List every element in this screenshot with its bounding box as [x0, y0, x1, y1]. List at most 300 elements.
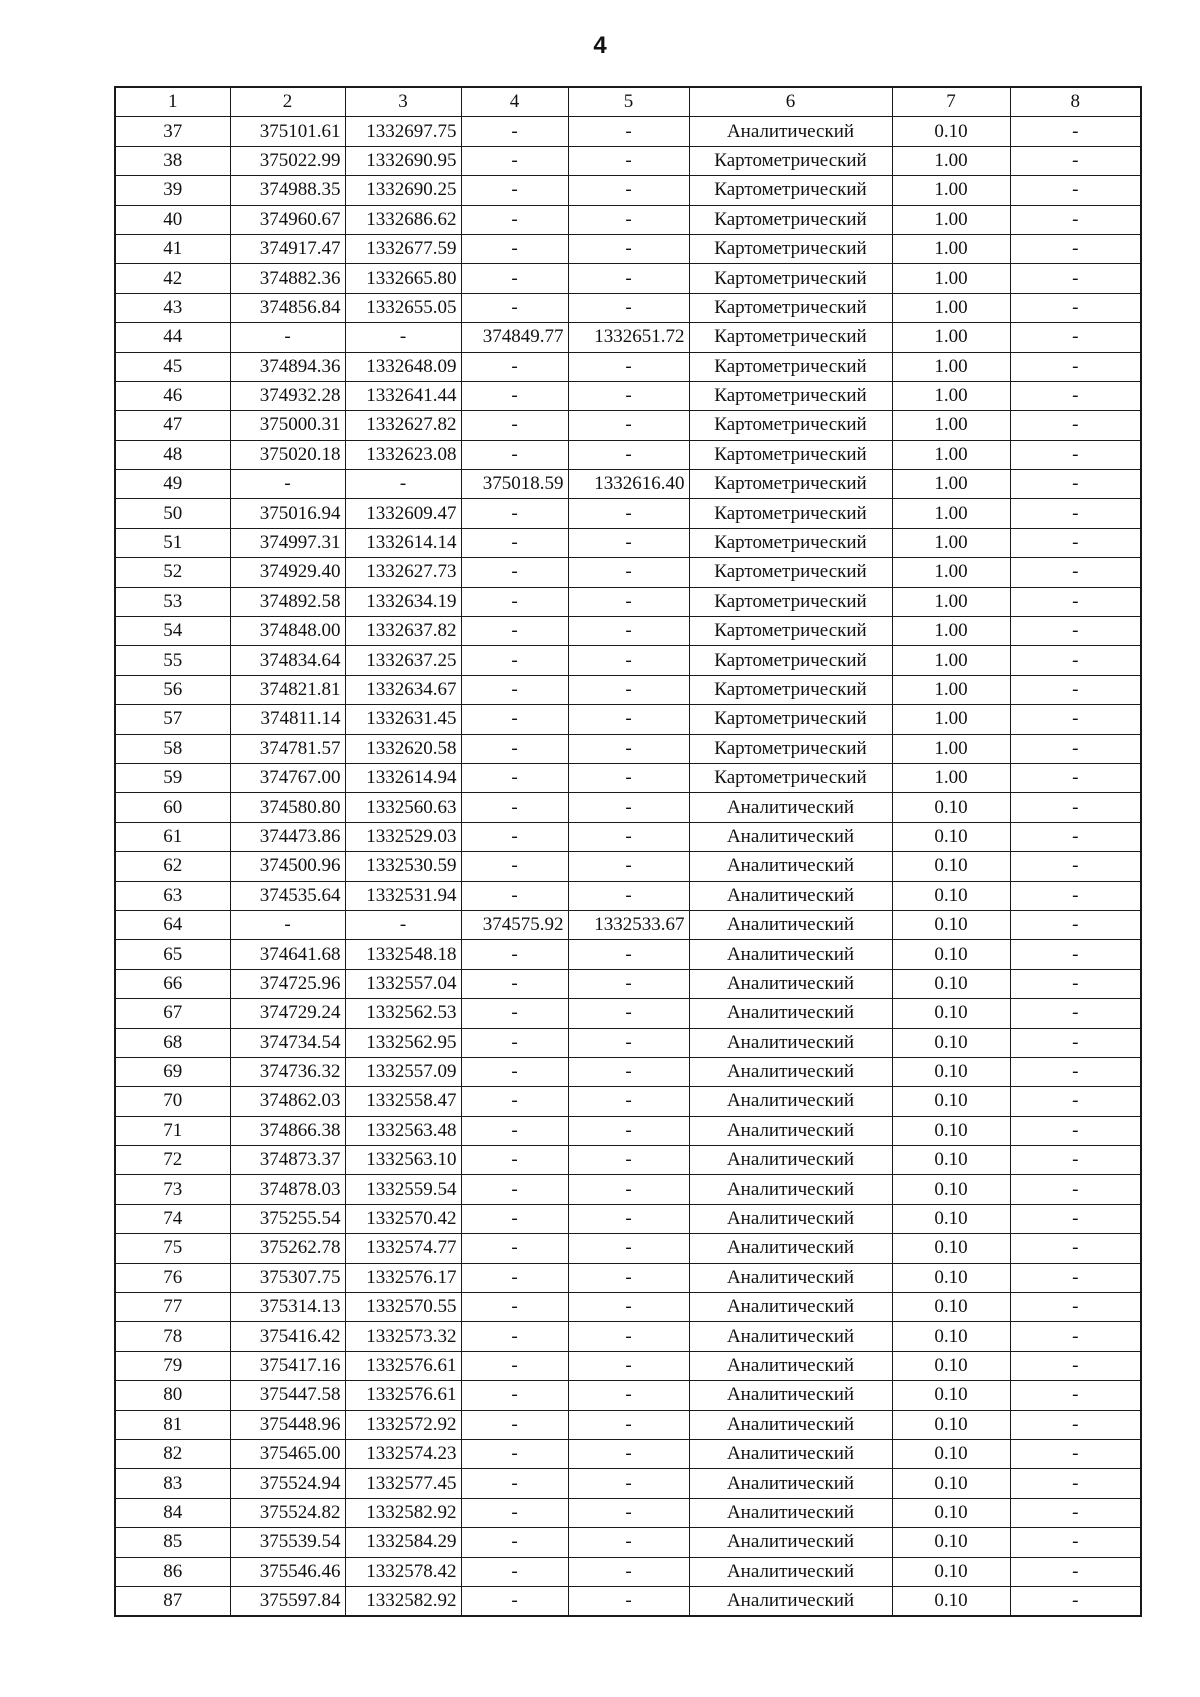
method-cell: Аналитический — [689, 1381, 892, 1410]
x-alt-coordinate-cell: - — [461, 411, 568, 440]
column-header: 6 — [689, 87, 892, 117]
note-cell: - — [1010, 146, 1141, 175]
method-cell: Аналитический — [689, 1586, 892, 1616]
x-coordinate-cell: 374767.00 — [230, 763, 345, 792]
table-row — [115, 381, 1141, 410]
method-cell: Аналитический — [689, 1469, 892, 1498]
x-coordinate-cell: 374882.36 — [230, 264, 345, 293]
table-row — [115, 205, 1141, 234]
table-row — [115, 1586, 1141, 1616]
y-alt-coordinate-cell: - — [568, 1028, 689, 1057]
method-cell: Картометрический — [689, 146, 892, 175]
x-coordinate-cell: 375447.58 — [230, 1381, 345, 1410]
method-cell: Аналитический — [689, 1557, 892, 1586]
note-cell: - — [1010, 1498, 1141, 1527]
y-alt-coordinate-cell: - — [568, 234, 689, 263]
point-number-cell: 68 — [115, 1028, 230, 1057]
x-alt-coordinate-cell: - — [461, 1557, 568, 1586]
accuracy-cell: 0.10 — [892, 1498, 1010, 1527]
y-alt-coordinate-cell: - — [568, 411, 689, 440]
y-coordinate-cell: 1332627.73 — [345, 558, 461, 587]
table-header-row — [115, 87, 1141, 117]
point-number-cell: 62 — [115, 852, 230, 881]
accuracy-cell: 0.10 — [892, 1469, 1010, 1498]
accuracy-cell: 0.10 — [892, 999, 1010, 1028]
point-number-cell: 65 — [115, 940, 230, 969]
x-alt-coordinate-cell: - — [461, 1351, 568, 1380]
point-number-cell: 46 — [115, 381, 230, 410]
table-row — [115, 176, 1141, 205]
y-alt-coordinate-cell: - — [568, 705, 689, 734]
point-number-cell: 84 — [115, 1498, 230, 1527]
method-cell: Картометрический — [689, 558, 892, 587]
point-number-cell: 41 — [115, 234, 230, 263]
point-number-cell: 55 — [115, 646, 230, 675]
note-cell: - — [1010, 763, 1141, 792]
y-alt-coordinate-cell: - — [568, 264, 689, 293]
y-coordinate-cell: 1332570.42 — [345, 1204, 461, 1233]
note-cell: - — [1010, 293, 1141, 322]
y-alt-coordinate-cell: 1332533.67 — [568, 910, 689, 939]
method-cell: Картометрический — [689, 293, 892, 322]
point-number-cell: 79 — [115, 1351, 230, 1380]
y-coordinate-cell: 1332529.03 — [345, 822, 461, 851]
accuracy-cell: 0.10 — [892, 1410, 1010, 1439]
y-alt-coordinate-cell: - — [568, 646, 689, 675]
point-number-cell: 75 — [115, 1234, 230, 1263]
y-coordinate-cell: 1332609.47 — [345, 499, 461, 528]
table-row — [115, 1528, 1141, 1557]
y-coordinate-cell: 1332665.80 — [345, 264, 461, 293]
y-alt-coordinate-cell: - — [568, 1381, 689, 1410]
x-coordinate-cell: 375022.99 — [230, 146, 345, 175]
method-cell: Картометрический — [689, 381, 892, 410]
table-row — [115, 470, 1141, 499]
point-number-cell: 45 — [115, 352, 230, 381]
note-cell: - — [1010, 1263, 1141, 1292]
x-alt-coordinate-cell: - — [461, 617, 568, 646]
y-coordinate-cell: 1332637.25 — [345, 646, 461, 675]
y-coordinate-cell: 1332578.42 — [345, 1557, 461, 1586]
x-coordinate-cell: 374892.58 — [230, 587, 345, 616]
point-number-cell: 42 — [115, 264, 230, 293]
method-cell: Картометрический — [689, 587, 892, 616]
y-alt-coordinate-cell: - — [568, 587, 689, 616]
x-coordinate-cell: 375016.94 — [230, 499, 345, 528]
method-cell: Аналитический — [689, 1057, 892, 1086]
x-coordinate-cell: 374734.54 — [230, 1028, 345, 1057]
table-row — [115, 852, 1141, 881]
y-coordinate-cell: 1332560.63 — [345, 793, 461, 822]
y-coordinate-cell: 1332614.14 — [345, 528, 461, 557]
table-row — [115, 1116, 1141, 1145]
note-cell: - — [1010, 1557, 1141, 1586]
method-cell: Картометрический — [689, 705, 892, 734]
point-number-cell: 52 — [115, 558, 230, 587]
x-alt-coordinate-cell: - — [461, 1028, 568, 1057]
accuracy-cell: 1.00 — [892, 205, 1010, 234]
method-cell: Аналитический — [689, 1293, 892, 1322]
x-coordinate-cell: 374878.03 — [230, 1175, 345, 1204]
x-coordinate-cell: 375524.82 — [230, 1498, 345, 1527]
table-row — [115, 1381, 1141, 1410]
x-coordinate-cell: 374834.64 — [230, 646, 345, 675]
table-row — [115, 1028, 1141, 1057]
y-coordinate-cell: 1332562.53 — [345, 999, 461, 1028]
point-number-cell: 70 — [115, 1087, 230, 1116]
method-cell: Аналитический — [689, 1498, 892, 1527]
point-number-cell: 60 — [115, 793, 230, 822]
method-cell: Аналитический — [689, 1146, 892, 1175]
note-cell: - — [1010, 234, 1141, 263]
method-cell: Аналитический — [689, 852, 892, 881]
y-alt-coordinate-cell: - — [568, 1087, 689, 1116]
x-coordinate-cell: 374856.84 — [230, 293, 345, 322]
note-cell: - — [1010, 852, 1141, 881]
table-row — [115, 499, 1141, 528]
y-coordinate-cell: 1332562.95 — [345, 1028, 461, 1057]
y-coordinate-cell: - — [345, 470, 461, 499]
note-cell: - — [1010, 1087, 1141, 1116]
x-coordinate-cell: 374580.80 — [230, 793, 345, 822]
x-coordinate-cell: 374988.35 — [230, 176, 345, 205]
note-cell: - — [1010, 558, 1141, 587]
y-alt-coordinate-cell: - — [568, 852, 689, 881]
point-number-cell: 48 — [115, 440, 230, 469]
point-number-cell: 54 — [115, 617, 230, 646]
accuracy-cell: 0.10 — [892, 1087, 1010, 1116]
y-alt-coordinate-cell: - — [568, 528, 689, 557]
accuracy-cell: 0.10 — [892, 1439, 1010, 1468]
accuracy-cell: 0.10 — [892, 1263, 1010, 1292]
note-cell: - — [1010, 1528, 1141, 1557]
method-cell: Аналитический — [689, 822, 892, 851]
x-alt-coordinate-cell: - — [461, 1410, 568, 1439]
x-alt-coordinate-cell: - — [461, 1322, 568, 1351]
method-cell: Картометрический — [689, 234, 892, 263]
x-coordinate-cell: 374725.96 — [230, 969, 345, 998]
accuracy-cell: 0.10 — [892, 822, 1010, 851]
y-alt-coordinate-cell: - — [568, 440, 689, 469]
column-header: 2 — [230, 87, 345, 117]
x-alt-coordinate-cell: - — [461, 1234, 568, 1263]
y-coordinate-cell: - — [345, 910, 461, 939]
x-coordinate-cell: 374473.86 — [230, 822, 345, 851]
point-number-cell: 85 — [115, 1528, 230, 1557]
accuracy-cell: 0.10 — [892, 940, 1010, 969]
y-coordinate-cell: 1332614.94 — [345, 763, 461, 792]
y-coordinate-cell: 1332559.54 — [345, 1175, 461, 1204]
column-header: 3 — [345, 87, 461, 117]
x-alt-coordinate-cell: - — [461, 1498, 568, 1527]
note-cell: - — [1010, 176, 1141, 205]
point-number-cell: 39 — [115, 176, 230, 205]
y-coordinate-cell: 1332557.09 — [345, 1057, 461, 1086]
y-alt-coordinate-cell: - — [568, 1146, 689, 1175]
table-row — [115, 1351, 1141, 1380]
table-row — [115, 264, 1141, 293]
x-alt-coordinate-cell: - — [461, 793, 568, 822]
y-coordinate-cell: 1332623.08 — [345, 440, 461, 469]
y-coordinate-cell: 1332572.92 — [345, 1410, 461, 1439]
y-alt-coordinate-cell: - — [568, 499, 689, 528]
column-header: 7 — [892, 87, 1010, 117]
table-row — [115, 558, 1141, 587]
note-cell: - — [1010, 1293, 1141, 1322]
table-row — [115, 146, 1141, 175]
coordinates-table-container — [114, 86, 1142, 1617]
x-coordinate-cell: 374866.38 — [230, 1116, 345, 1145]
table-body — [115, 117, 1141, 1616]
x-coordinate-cell: 375448.96 — [230, 1410, 345, 1439]
x-coordinate-cell: 375546.46 — [230, 1557, 345, 1586]
accuracy-cell: 0.10 — [892, 910, 1010, 939]
accuracy-cell: 1.00 — [892, 734, 1010, 763]
method-cell: Картометрический — [689, 675, 892, 704]
x-alt-coordinate-cell: - — [461, 1381, 568, 1410]
method-cell: Аналитический — [689, 999, 892, 1028]
method-cell: Картометрический — [689, 617, 892, 646]
x-coordinate-cell: 374821.81 — [230, 675, 345, 704]
table-row — [115, 1057, 1141, 1086]
y-alt-coordinate-cell: - — [568, 1439, 689, 1468]
table-row — [115, 440, 1141, 469]
y-alt-coordinate-cell: - — [568, 1293, 689, 1322]
note-cell: - — [1010, 1381, 1141, 1410]
y-alt-coordinate-cell: - — [568, 1322, 689, 1351]
x-coordinate-cell: 374781.57 — [230, 734, 345, 763]
x-alt-coordinate-cell: - — [461, 646, 568, 675]
point-number-cell: 71 — [115, 1116, 230, 1145]
y-alt-coordinate-cell: - — [568, 176, 689, 205]
accuracy-cell: 1.00 — [892, 499, 1010, 528]
note-cell: - — [1010, 793, 1141, 822]
accuracy-cell: 0.10 — [892, 1586, 1010, 1616]
x-coordinate-cell: 375539.54 — [230, 1528, 345, 1557]
point-number-cell: 76 — [115, 1263, 230, 1292]
table-row — [115, 999, 1141, 1028]
note-cell: - — [1010, 587, 1141, 616]
accuracy-cell: 1.00 — [892, 411, 1010, 440]
table-row — [115, 1175, 1141, 1204]
y-alt-coordinate-cell: - — [568, 1234, 689, 1263]
x-alt-coordinate-cell: - — [461, 1146, 568, 1175]
y-coordinate-cell: 1332563.48 — [345, 1116, 461, 1145]
method-cell: Картометрический — [689, 323, 892, 352]
x-alt-coordinate-cell: - — [461, 1528, 568, 1557]
x-coordinate-cell: 375307.75 — [230, 1263, 345, 1292]
accuracy-cell: 0.10 — [892, 1057, 1010, 1086]
x-alt-coordinate-cell: - — [461, 234, 568, 263]
y-coordinate-cell: 1332637.82 — [345, 617, 461, 646]
table-row — [115, 910, 1141, 939]
accuracy-cell: 1.00 — [892, 675, 1010, 704]
x-alt-coordinate-cell: - — [461, 176, 568, 205]
x-coordinate-cell: 375262.78 — [230, 1234, 345, 1263]
y-alt-coordinate-cell: - — [568, 675, 689, 704]
x-coordinate-cell: 374535.64 — [230, 881, 345, 910]
note-cell: - — [1010, 1234, 1141, 1263]
accuracy-cell: 1.00 — [892, 587, 1010, 616]
x-coordinate-cell: 374997.31 — [230, 528, 345, 557]
method-cell: Аналитический — [689, 1410, 892, 1439]
accuracy-cell: 1.00 — [892, 528, 1010, 557]
x-alt-coordinate-cell: - — [461, 205, 568, 234]
x-alt-coordinate-cell: - — [461, 1204, 568, 1233]
point-number-cell: 73 — [115, 1175, 230, 1204]
x-coordinate-cell: 375000.31 — [230, 411, 345, 440]
y-coordinate-cell: 1332634.67 — [345, 675, 461, 704]
column-header: 8 — [1010, 87, 1141, 117]
table-row — [115, 1146, 1141, 1175]
note-cell: - — [1010, 734, 1141, 763]
table-row — [115, 646, 1141, 675]
table-row — [115, 705, 1141, 734]
note-cell: - — [1010, 1146, 1141, 1175]
y-alt-coordinate-cell: - — [568, 763, 689, 792]
note-cell: - — [1010, 381, 1141, 410]
point-number-cell: 80 — [115, 1381, 230, 1410]
method-cell: Картометрический — [689, 411, 892, 440]
table-row — [115, 234, 1141, 263]
method-cell: Аналитический — [689, 1351, 892, 1380]
note-cell: - — [1010, 352, 1141, 381]
note-cell: - — [1010, 999, 1141, 1028]
x-coordinate-cell: 375524.94 — [230, 1469, 345, 1498]
x-alt-coordinate-cell: - — [461, 146, 568, 175]
table-row — [115, 969, 1141, 998]
y-alt-coordinate-cell: - — [568, 293, 689, 322]
accuracy-cell: 1.00 — [892, 293, 1010, 322]
table-row — [115, 734, 1141, 763]
method-cell: Аналитический — [689, 940, 892, 969]
note-cell: - — [1010, 881, 1141, 910]
note-cell: - — [1010, 1322, 1141, 1351]
note-cell: - — [1010, 705, 1141, 734]
note-cell: - — [1010, 822, 1141, 851]
point-number-cell: 58 — [115, 734, 230, 763]
method-cell: Аналитический — [689, 1028, 892, 1057]
y-coordinate-cell: 1332582.92 — [345, 1498, 461, 1527]
point-number-cell: 82 — [115, 1439, 230, 1468]
y-coordinate-cell: 1332677.59 — [345, 234, 461, 263]
x-alt-coordinate-cell: - — [461, 1087, 568, 1116]
table-row — [115, 940, 1141, 969]
point-number-cell: 61 — [115, 822, 230, 851]
table-row — [115, 1410, 1141, 1439]
x-coordinate-cell: 374894.36 — [230, 352, 345, 381]
x-alt-coordinate-cell: - — [461, 1469, 568, 1498]
y-alt-coordinate-cell: - — [568, 381, 689, 410]
coordinates-table — [114, 86, 1142, 1617]
method-cell: Картометрический — [689, 499, 892, 528]
accuracy-cell: 0.10 — [892, 1116, 1010, 1145]
x-coordinate-cell: 374932.28 — [230, 381, 345, 410]
method-cell: Аналитический — [689, 1234, 892, 1263]
accuracy-cell: 0.10 — [892, 117, 1010, 146]
point-number-cell: 72 — [115, 1146, 230, 1175]
x-alt-coordinate-cell: - — [461, 117, 568, 146]
x-alt-coordinate-cell: - — [461, 499, 568, 528]
point-number-cell: 44 — [115, 323, 230, 352]
x-alt-coordinate-cell: - — [461, 1116, 568, 1145]
x-alt-coordinate-cell: - — [461, 381, 568, 410]
accuracy-cell: 0.10 — [892, 1351, 1010, 1380]
method-cell: Картометрический — [689, 763, 892, 792]
y-alt-coordinate-cell: - — [568, 734, 689, 763]
point-number-cell: 49 — [115, 470, 230, 499]
x-alt-coordinate-cell: - — [461, 999, 568, 1028]
x-coordinate-cell: 375416.42 — [230, 1322, 345, 1351]
x-alt-coordinate-cell: - — [461, 1057, 568, 1086]
point-number-cell: 50 — [115, 499, 230, 528]
accuracy-cell: 0.10 — [892, 1528, 1010, 1557]
x-coordinate-cell: 375101.61 — [230, 117, 345, 146]
y-coordinate-cell: 1332627.82 — [345, 411, 461, 440]
x-alt-coordinate-cell: - — [461, 1293, 568, 1322]
y-coordinate-cell: 1332582.92 — [345, 1586, 461, 1616]
x-coordinate-cell: - — [230, 470, 345, 499]
y-coordinate-cell: 1332574.23 — [345, 1439, 461, 1468]
table-row — [115, 352, 1141, 381]
y-coordinate-cell: 1332530.59 — [345, 852, 461, 881]
table-row — [115, 411, 1141, 440]
y-coordinate-cell: 1332574.77 — [345, 1234, 461, 1263]
x-coordinate-cell: 374848.00 — [230, 617, 345, 646]
y-alt-coordinate-cell: - — [568, 969, 689, 998]
y-alt-coordinate-cell: - — [568, 1557, 689, 1586]
note-cell: - — [1010, 1410, 1141, 1439]
note-cell: - — [1010, 617, 1141, 646]
x-coordinate-cell: 375465.00 — [230, 1439, 345, 1468]
note-cell: - — [1010, 1586, 1141, 1616]
accuracy-cell: 1.00 — [892, 440, 1010, 469]
x-coordinate-cell: 374500.96 — [230, 852, 345, 881]
point-number-cell: 57 — [115, 705, 230, 734]
x-alt-coordinate-cell: - — [461, 264, 568, 293]
point-number-cell: 78 — [115, 1322, 230, 1351]
note-cell: - — [1010, 264, 1141, 293]
y-coordinate-cell: 1332531.94 — [345, 881, 461, 910]
method-cell: Картометрический — [689, 646, 892, 675]
accuracy-cell: 1.00 — [892, 323, 1010, 352]
method-cell: Картометрический — [689, 440, 892, 469]
y-coordinate-cell: 1332620.58 — [345, 734, 461, 763]
x-alt-coordinate-cell: 374849.77 — [461, 323, 568, 352]
accuracy-cell: 0.10 — [892, 1234, 1010, 1263]
point-number-cell: 37 — [115, 117, 230, 146]
point-number-cell: 81 — [115, 1410, 230, 1439]
note-cell: - — [1010, 646, 1141, 675]
accuracy-cell: 1.00 — [892, 146, 1010, 175]
note-cell: - — [1010, 499, 1141, 528]
method-cell: Картометрический — [689, 352, 892, 381]
x-coordinate-cell: 375314.13 — [230, 1293, 345, 1322]
x-alt-coordinate-cell: - — [461, 940, 568, 969]
x-coordinate-cell: 375020.18 — [230, 440, 345, 469]
accuracy-cell: 1.00 — [892, 470, 1010, 499]
table-row — [115, 528, 1141, 557]
point-number-cell: 38 — [115, 146, 230, 175]
y-alt-coordinate-cell: - — [568, 1351, 689, 1380]
point-number-cell: 74 — [115, 1204, 230, 1233]
method-cell: Картометрический — [689, 528, 892, 557]
y-coordinate-cell: 1332576.17 — [345, 1263, 461, 1292]
point-number-cell: 53 — [115, 587, 230, 616]
table-row — [115, 323, 1141, 352]
method-cell: Картометрический — [689, 264, 892, 293]
point-number-cell: 40 — [115, 205, 230, 234]
